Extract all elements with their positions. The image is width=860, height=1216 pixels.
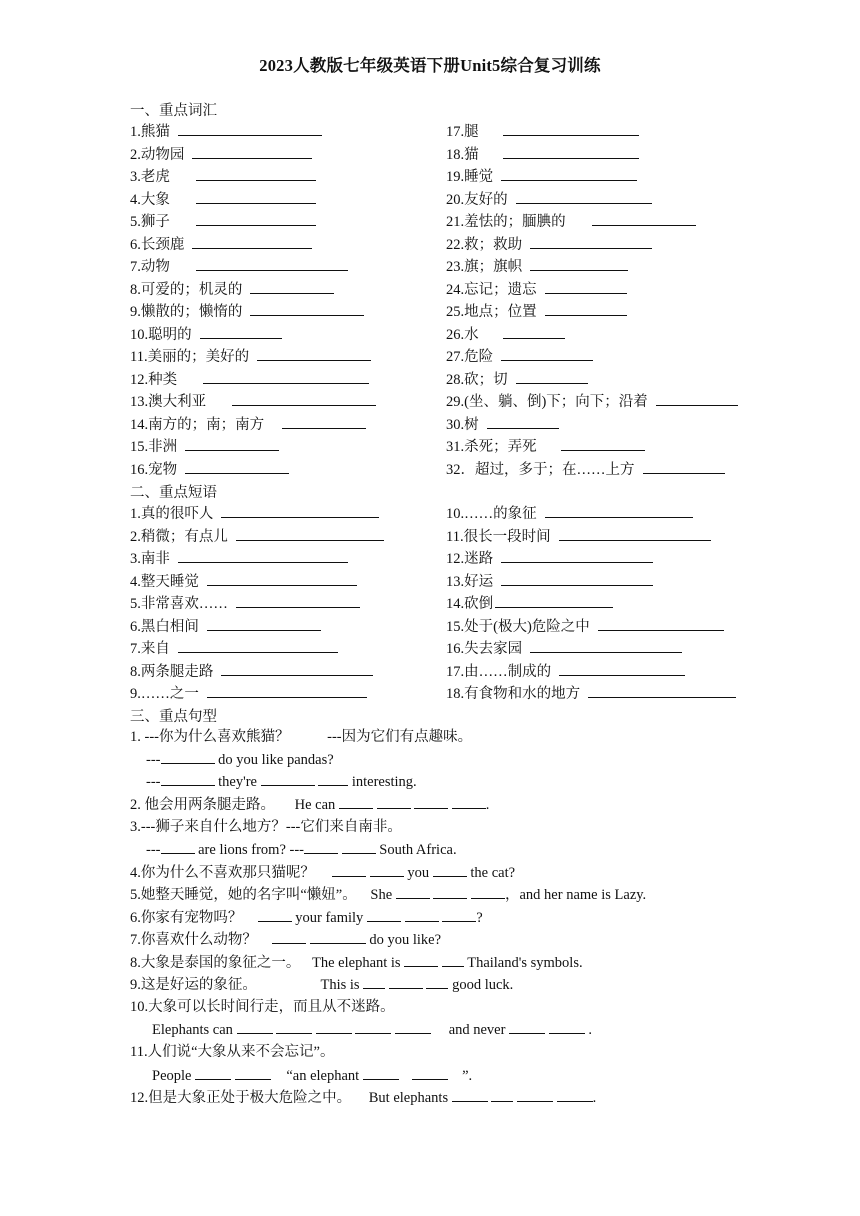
answer-blank[interactable] [404, 952, 438, 967]
answer-blank[interactable] [196, 256, 348, 271]
answer-blank[interactable] [235, 1065, 271, 1080]
sentence-text: do you like? [365, 932, 442, 948]
phrase-label: 18.有食物和水的地方 [446, 686, 581, 702]
vocab-item [446, 121, 639, 142]
sentence-11-line [152, 1065, 472, 1086]
sentence-text: 2. 他会用两条腿走路。 [130, 797, 275, 813]
answer-blank[interactable] [501, 571, 653, 586]
vocab-row [0, 346, 860, 368]
vocab-label: 18.猫 [446, 146, 479, 163]
vocab-item [130, 189, 316, 210]
answer-blank[interactable] [396, 884, 430, 899]
answer-blank[interactable] [250, 279, 334, 294]
phrase-label: 6.黑白相间 [130, 618, 199, 635]
vocab-row [0, 324, 860, 346]
answer-blank[interactable] [207, 683, 367, 698]
answer-blank[interactable] [414, 794, 448, 809]
phrase-item [446, 683, 736, 704]
phrase-item [446, 616, 724, 637]
answer-blank[interactable] [196, 166, 316, 181]
vocab-item [130, 121, 322, 142]
sentence-text: ，and her name is Lazy. [505, 887, 647, 903]
vocab-item [446, 279, 627, 300]
sentence-text: This is [320, 977, 364, 993]
answer-blank[interactable] [236, 593, 360, 608]
sentence-text: do you like pandas? [214, 752, 334, 768]
sentence-text: He can [294, 797, 336, 813]
phrase-label: 16.失去家园 [446, 641, 523, 657]
sentence-text: you [403, 865, 433, 881]
vocab-label: 10.聪明的 [130, 326, 192, 343]
answer-blank[interactable] [282, 414, 366, 429]
answer-blank[interactable] [557, 1087, 593, 1102]
answer-blank[interactable] [389, 974, 423, 989]
phrase-item [130, 593, 360, 614]
answer-blank[interactable] [487, 414, 559, 429]
answer-blank[interactable] [185, 436, 279, 451]
answer-blank[interactable] [207, 616, 321, 631]
answer-blank[interactable] [452, 1087, 488, 1102]
answer-blank[interactable] [588, 683, 736, 698]
answer-blank[interactable] [509, 1019, 545, 1034]
phrase-row [0, 503, 860, 525]
phrase-label: 5.非常喜欢…… [130, 596, 228, 612]
vocab-label: 14.南方的；南；南方 [130, 416, 265, 433]
vocab-item [130, 211, 316, 232]
vocab-label: 21.羞怯的；腼腆的 [446, 214, 566, 230]
answer-blank[interactable] [196, 211, 316, 226]
sentence-text: 10.大象可以长时间行走，而且从不迷路。 [130, 999, 395, 1015]
vocab-item [446, 211, 696, 232]
answer-blank[interactable] [501, 346, 593, 361]
sentence-text: . [584, 1022, 592, 1038]
vocab-row [0, 391, 860, 413]
answer-blank[interactable] [363, 974, 385, 989]
answer-blank[interactable] [236, 526, 384, 541]
answer-blank[interactable] [316, 1019, 352, 1034]
sentence-text: are lions from? --- [194, 842, 305, 858]
answer-blank[interactable] [195, 1065, 231, 1080]
phrase-row [0, 638, 860, 660]
sentence-text: --- [146, 774, 161, 790]
phrase-item [446, 661, 685, 682]
answer-blank[interactable] [257, 346, 371, 361]
answer-blank[interactable] [426, 974, 448, 989]
vocab-item [130, 279, 334, 300]
vocab-label: 16.宠物 [130, 461, 178, 478]
sentence-text: 1. ---你为什么喜欢熊猫？ [130, 729, 290, 745]
sentence-text: --- [146, 842, 161, 858]
sentence-text: . [592, 1090, 597, 1106]
vocab-row [0, 144, 860, 166]
answer-blank[interactable] [501, 548, 653, 563]
answer-blank[interactable] [178, 548, 348, 563]
phrase-row [0, 548, 860, 570]
vocab-label: 20.友好的 [446, 191, 508, 208]
answer-blank[interactable] [549, 1019, 585, 1034]
sentence-text: Elephants can [152, 1022, 237, 1038]
phrase-label: 8.两条腿走路 [130, 663, 214, 680]
answer-blank[interactable] [192, 234, 312, 249]
section-heading-sentences: 三、重点句型 [130, 709, 217, 725]
vocab-label: 5.狮子 [130, 214, 170, 230]
answer-blank[interactable] [559, 526, 711, 541]
vocab-item [446, 144, 639, 165]
sentence-text: 12.但是大象正处于极大危险之中。 [130, 1090, 352, 1106]
sentence-text: 5.她整天睡觉，她的名字叫“懒妞”。 [130, 887, 357, 903]
sentence-10-line [152, 1019, 592, 1040]
sentence-text: Thailand's symbols. [463, 955, 583, 971]
sentence-text: ”. [462, 1068, 473, 1084]
vocab-item [446, 436, 645, 457]
answer-blank[interactable] [471, 884, 505, 899]
answer-blank[interactable] [395, 1019, 431, 1034]
vocab-item [130, 459, 289, 480]
answer-blank[interactable] [276, 1019, 312, 1034]
answer-blank[interactable] [370, 862, 404, 877]
vocab-item [446, 369, 588, 390]
answer-blank[interactable] [517, 1087, 553, 1102]
vocab-label: 19.睡觉 [446, 169, 494, 185]
answer-blank[interactable] [545, 279, 627, 294]
phrase-label: 17.由……制成的 [446, 663, 552, 680]
answer-blank[interactable] [412, 1065, 448, 1080]
sentence-text: But elephants [368, 1090, 452, 1106]
answer-blank[interactable] [363, 1065, 399, 1080]
answer-blank[interactable] [178, 638, 338, 653]
phrase-row [0, 593, 860, 615]
phrase-row [0, 616, 860, 638]
phrase-label: 9.……之一 [130, 686, 199, 702]
sentence-text: People [152, 1068, 196, 1084]
sentence-7 [130, 929, 441, 950]
vocab-label: 29.(坐、躺、倒)下；向下；沿着 [446, 394, 648, 410]
answer-blank[interactable] [332, 862, 366, 877]
answer-blank[interactable] [545, 301, 627, 316]
sentence-text: and never [448, 1022, 510, 1038]
vocab-label: 24.忘记；遗忘 [446, 281, 537, 298]
phrase-item [130, 616, 321, 637]
sentence-text: good luck. [448, 977, 514, 993]
phrase-item [446, 593, 613, 614]
sentence-text: “an elephant [286, 1068, 363, 1084]
phrase-label: 7.来自 [130, 641, 170, 657]
answer-blank[interactable] [516, 369, 588, 384]
vocab-item [130, 369, 369, 390]
sentence-text: the cat? [466, 865, 516, 881]
answer-blank[interactable] [559, 661, 685, 676]
sentence-text: 9.这是好运的象征。 [130, 977, 257, 993]
phrase-item [446, 571, 653, 592]
vocab-label: 8.可爱的；机灵的 [130, 281, 243, 298]
vocab-item [130, 144, 312, 165]
answer-blank[interactable] [592, 211, 696, 226]
answer-blank[interactable] [310, 929, 366, 944]
answer-blank[interactable] [318, 771, 348, 786]
phrase-item [446, 638, 682, 659]
answer-blank[interactable] [561, 436, 645, 451]
sentence-1-line-b [146, 771, 417, 792]
vocab-item [130, 301, 364, 322]
vocab-row [0, 414, 860, 436]
answer-blank[interactable] [342, 839, 376, 854]
vocab-row [0, 121, 860, 143]
answer-blank[interactable] [503, 324, 565, 339]
sentence-text: 3.---狮子来自什么地方？---它们来自南非。 [130, 819, 402, 835]
answer-blank[interactable] [442, 907, 476, 922]
answer-blank[interactable] [339, 794, 373, 809]
sentence-text: 11.人们说“大象从来不会忘记”。 [130, 1044, 335, 1060]
vocab-label: 15.非洲 [130, 439, 178, 455]
vocab-label: 32．超过，多于；在……上方 [446, 461, 635, 478]
section-heading-phrases: 二、重点短语 [130, 485, 217, 501]
answer-blank[interactable] [442, 952, 464, 967]
answer-blank[interactable] [221, 661, 373, 676]
answer-blank[interactable] [161, 839, 195, 854]
phrase-item [130, 526, 384, 547]
phrase-item [130, 638, 338, 659]
vocab-row [0, 436, 860, 458]
phrase-item [130, 571, 357, 592]
answer-blank[interactable] [433, 884, 467, 899]
sentence-8 [130, 952, 583, 973]
answer-blank[interactable] [598, 616, 724, 631]
vocab-label: 25.地点；位置 [446, 304, 537, 320]
answer-blank[interactable] [258, 907, 292, 922]
phrase-item [446, 503, 693, 524]
answer-blank[interactable] [501, 166, 637, 181]
vocab-item [130, 391, 376, 412]
phrase-item [130, 548, 348, 569]
sentence-1-prompt [130, 727, 472, 747]
vocab-item [130, 414, 366, 435]
answer-blank[interactable] [185, 459, 289, 474]
answer-blank[interactable] [530, 234, 652, 249]
vocab-row [0, 459, 860, 481]
answer-blank[interactable] [643, 459, 725, 474]
vocab-label: 4.大象 [130, 191, 170, 208]
vocab-item [130, 166, 316, 187]
vocab-item [446, 414, 559, 435]
sentence-3-prompt [130, 817, 402, 837]
sentence-12 [130, 1087, 596, 1108]
answer-blank[interactable] [272, 929, 306, 944]
vocab-row [0, 211, 860, 233]
answer-blank[interactable] [161, 771, 215, 786]
answer-blank[interactable] [178, 121, 322, 136]
vocab-item [130, 346, 371, 367]
phrase-label: 11.很长一段时间 [446, 528, 551, 545]
vocab-item [446, 189, 652, 210]
page-title: 2023人教版七年级英语下册Unit5综合复习训练 [259, 56, 601, 75]
vocab-label: 1.熊猫 [130, 124, 170, 140]
answer-blank[interactable] [237, 1019, 273, 1034]
answer-blank[interactable] [503, 144, 639, 159]
vocab-label: 27.危险 [446, 349, 494, 365]
vocab-label: 31.杀死；弄死 [446, 439, 537, 455]
answer-blank[interactable] [405, 907, 439, 922]
vocab-item [130, 256, 348, 277]
vocab-label: 22.救；救助 [446, 236, 523, 253]
phrase-item [446, 548, 653, 569]
sentence-2: 2. 他会用两条腿走路。 He can . [130, 794, 489, 815]
vocab-item [130, 234, 312, 255]
phrase-label: 10.……的象征 [446, 506, 537, 522]
answer-blank[interactable] [530, 638, 682, 653]
vocab-label: 28.砍；切 [446, 371, 508, 388]
vocab-item [446, 391, 738, 412]
vocab-label: 17.腿 [446, 124, 479, 140]
vocab-row [0, 369, 860, 391]
section-heading-vocab: 一、重点词汇 [130, 103, 217, 119]
sentence-9 [130, 974, 513, 995]
vocab-item [446, 256, 628, 277]
phrase-row [0, 526, 860, 548]
phrase-label: 15.处于(极大)危险之中 [446, 618, 590, 635]
phrase-label: 1.真的很吓人 [130, 506, 214, 522]
answer-blank[interactable] [530, 256, 628, 271]
answer-blank[interactable] [545, 503, 693, 518]
phrase-row [0, 571, 860, 593]
vocab-item [130, 324, 282, 345]
sentence-text: 4.你为什么不喜欢那只猫呢？ [130, 865, 315, 881]
vocab-row [0, 189, 860, 211]
answer-blank[interactable] [503, 121, 639, 136]
answer-blank[interactable] [433, 862, 467, 877]
sentence-text: 8.大象是泰国的象征之一。 [130, 955, 301, 971]
answer-blank[interactable] [516, 189, 652, 204]
vocab-row [0, 301, 860, 323]
phrase-label: 2.稍微；有点儿 [130, 528, 228, 545]
sentence-text: --- [146, 752, 161, 768]
vocab-row [0, 256, 860, 278]
answer-blank[interactable] [250, 301, 364, 316]
vocab-label: 9.懒散的；懒惰的 [130, 304, 243, 320]
sentence-1-line-a [146, 749, 334, 770]
answer-blank[interactable] [495, 593, 613, 608]
sentence-6 [130, 907, 483, 928]
vocab-item [446, 301, 627, 322]
answer-blank[interactable] [221, 503, 379, 518]
vocab-row [0, 234, 860, 256]
vocab-label: 26.水 [446, 326, 479, 343]
vocab-label: 6.长颈鹿 [130, 236, 185, 253]
phrase-row [0, 683, 860, 705]
phrase-label: 14.砍倒 [446, 596, 494, 612]
vocab-row [0, 166, 860, 188]
answer-blank[interactable] [203, 369, 369, 384]
sentence-text: The elephant is [312, 955, 405, 971]
answer-blank[interactable] [196, 189, 316, 204]
sentence-text: they're [214, 774, 261, 790]
vocab-label: 30.树 [446, 416, 479, 433]
answer-blank[interactable] [452, 794, 486, 809]
sentence-text: ---因为它们有点趣味。 [327, 729, 473, 745]
vocab-item [446, 346, 593, 367]
sentence-text: She [370, 887, 393, 903]
phrase-item [130, 683, 367, 704]
answer-blank[interactable] [656, 391, 738, 406]
vocab-label: 11.美丽的；美好的 [130, 349, 250, 365]
vocab-label: 12.种类 [130, 371, 178, 388]
sentence-text: ? [476, 910, 483, 926]
sentence-text: South Africa. [375, 842, 457, 858]
answer-blank[interactable] [304, 839, 338, 854]
answer-blank[interactable] [192, 144, 312, 159]
answer-blank[interactable] [261, 771, 315, 786]
vocab-row [0, 279, 860, 301]
sentence-text: 6.你家有宠物吗？ [130, 910, 243, 926]
sentence-text: interesting. [348, 774, 417, 790]
answer-blank[interactable] [161, 749, 215, 764]
sentence-text: your family [291, 910, 367, 926]
answer-blank[interactable] [491, 1087, 513, 1102]
sentence-5 [130, 884, 646, 905]
sentence-4 [130, 862, 515, 883]
vocab-label: 3.老虎 [130, 169, 170, 185]
phrase-item [130, 661, 373, 682]
vocab-label: 23.旗；旗帜 [446, 259, 523, 275]
vocab-item [446, 324, 565, 345]
vocab-label: 13.澳大利亚 [130, 394, 207, 410]
sentence-text: 7.你喜欢什么动物？ [130, 932, 257, 948]
phrase-label: 12.迷路 [446, 551, 494, 567]
sentence-11-prompt [130, 1042, 334, 1062]
answer-blank[interactable] [367, 907, 401, 922]
answer-blank[interactable] [207, 571, 357, 586]
phrase-label: 13.好运 [446, 573, 494, 590]
vocab-label: 2.动物园 [130, 146, 185, 163]
sentence-3-line [146, 839, 457, 860]
sentence-10-prompt [130, 997, 395, 1017]
phrase-label: 4.整天睡觉 [130, 573, 199, 590]
phrase-item [446, 526, 711, 547]
answer-blank[interactable] [377, 794, 411, 809]
answer-blank[interactable] [232, 391, 376, 406]
vocab-item [446, 234, 652, 255]
answer-blank[interactable] [200, 324, 282, 339]
vocab-label: 7.动物 [130, 259, 170, 275]
phrase-item [130, 503, 379, 524]
phrase-label: 3.南非 [130, 551, 170, 567]
phrase-row [0, 661, 860, 683]
vocab-item [446, 166, 637, 187]
vocab-item [446, 459, 725, 480]
answer-blank[interactable] [355, 1019, 391, 1034]
vocab-item [130, 436, 279, 457]
